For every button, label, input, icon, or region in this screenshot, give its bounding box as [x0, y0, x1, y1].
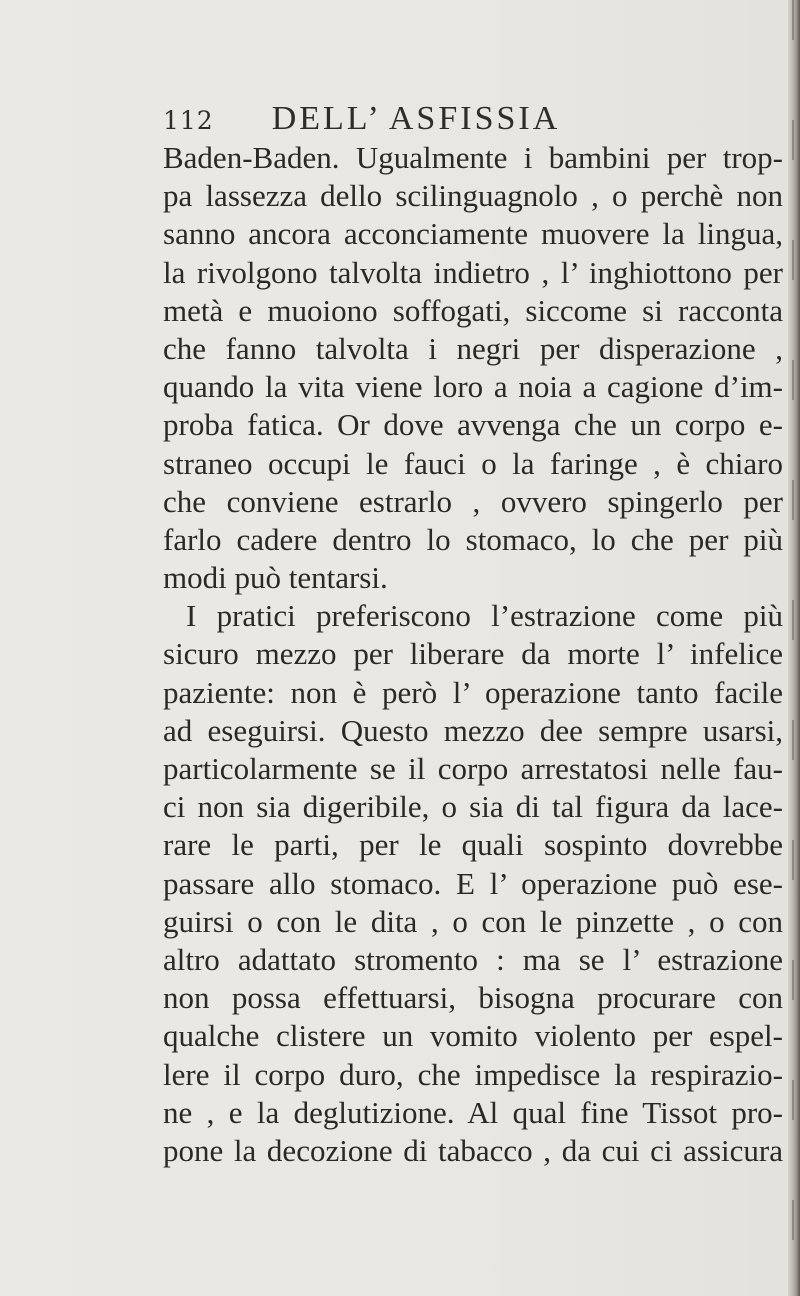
text-line: che fanno talvolta i negri per disperazione , — [163, 330, 783, 366]
text-line: ne , e la deglutizione. Al qual fine Tissot pro- — [163, 1094, 783, 1130]
text-line: che conviene estrarlo , ovvero spingerlo per — [163, 483, 783, 519]
text-line: quando la vita viene loro a noia a cagione d’im- — [163, 369, 783, 405]
text-line: la rivolgono talvolta indietro , l’ inghiottono per — [163, 254, 783, 290]
text-line: metà e muoiono soffogati, siccome si racconta — [163, 292, 783, 328]
running-head — [163, 100, 763, 140]
text-line: sicuro mezzo per liberare da morte l’ infelice — [163, 636, 783, 672]
running-title: DELL’ ASFISSIA — [271, 100, 561, 137]
text-line: modi può tentarsi. — [163, 560, 388, 596]
text-line: ci non sia digeribile, o sia di tal figura da lace- — [163, 789, 783, 825]
text-line: qualche clistere un vomito violento per espel- — [163, 1018, 783, 1054]
text-line: pa lassezza dello scilinguagnolo , o perchè non — [163, 178, 783, 214]
text-line: altro adattato stromento : ma se l’ estrazione — [163, 941, 783, 977]
text-line: particolarmente se il corpo arrestatosi nelle fau- — [163, 751, 783, 786]
text-line: farlo cadere dentro lo stomaco, lo che per più — [163, 521, 783, 557]
text-line: non possa effettuarsi, bisogna procurare con — [163, 980, 783, 1016]
body-text — [163, 139, 783, 1170]
text-line: sanno ancora acconciamente muovere la lingua, — [163, 216, 783, 252]
page-number: 112 — [163, 106, 214, 135]
text-line: passare allo stomaco. E l’ operazione può ese- — [163, 865, 783, 901]
text-line: proba fatica. Or dove avvenga che un corpo e- — [163, 407, 783, 443]
text-line: pone la decozione di tabacco , da cui ci assicura — [163, 1132, 783, 1168]
text-line: Baden-Baden. Ugualmente i bambini per trop- — [163, 140, 783, 175]
text-line: rare le parti, per le quali sospinto dovrebbe — [163, 827, 783, 863]
text-line: straneo occupi le fauci o la faringe , è chiaro — [163, 445, 783, 481]
page-edge — [788, 0, 800, 1296]
text-line: lere il corpo duro, che impedisce la respirazio- — [163, 1056, 783, 1092]
paragraph-first-line: I pratici preferiscono l’estrazione come più — [186, 598, 783, 634]
text-line: paziente: non è però l’ operazione tanto facile — [163, 674, 783, 710]
text-line: ad eseguirsi. Questo mezzo dee sempre usarsi, — [163, 712, 783, 748]
text-line: guirsi o con le dita , o con le pinzette , o con — [163, 903, 783, 939]
